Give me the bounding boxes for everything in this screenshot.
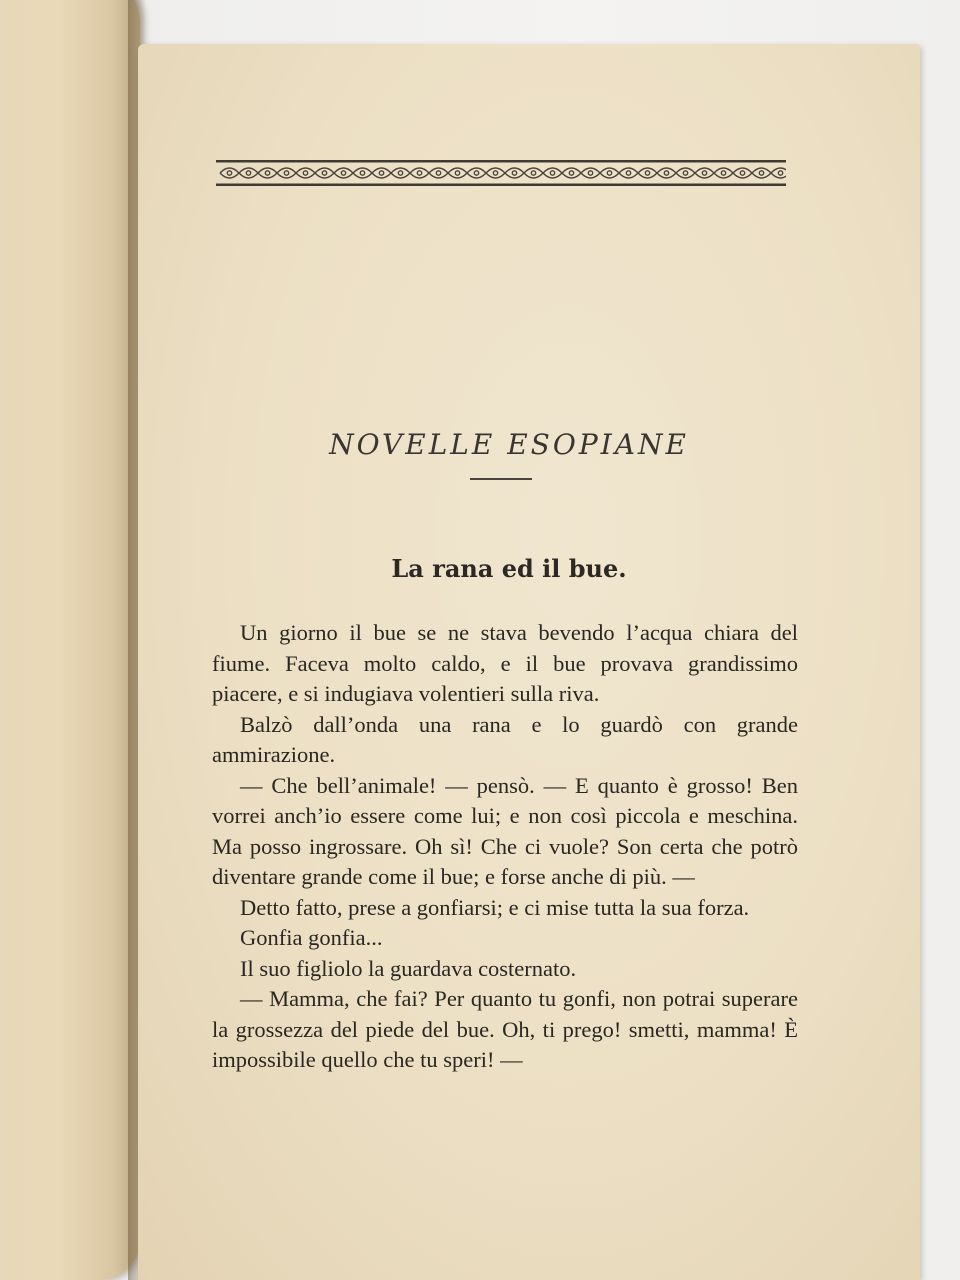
paragraph: Balzò dall’onda una rana e lo guardò con grande ammirazione. [212,711,798,767]
paragraph: — Mamma, che fai? Per quanto tu gonfi, non potrai superare la grossezza del piede del bue. Oh, ti prego! smetti, mamma! È impossibile quello che tu speri! — [212,986,798,1072]
paragraph: Detto fatto, prese a gonfiarsi; e ci mise tutta la sua forza. [240,894,750,920]
braided-border-ornament-icon [216,158,786,188]
paragraph: Gonfia gonfia... [240,925,383,950]
paragraph: Un giorno il bue se ne stava bevendo l’acqua chiara del fiume. Faceva molto caldo, e il bue provava grandissimo piacere, e si indugiava volentieri sulla riva. [212,620,798,706]
section-title: NOVELLE ESOPIANE [329,428,689,461]
story-title: La rana ed il bue. [391,554,627,583]
paragraph: Il suo figliolo la guardava costernato. [240,955,577,981]
left-page-edge [0,0,140,1280]
story-body [212,618,798,1076]
paragraph: — Che bell’animale! — pensò. — E quanto è grosso! Ben vorrei anch’io essere come lui; e non così piccola e meschina. Ma posso ingrossare. Oh sì! Che ci vuole? Son certa che potrò diventare grande come il bue; e forse anche di più. — [212,772,798,889]
title-rule-divider [470,478,532,480]
book-page [138,44,920,1280]
